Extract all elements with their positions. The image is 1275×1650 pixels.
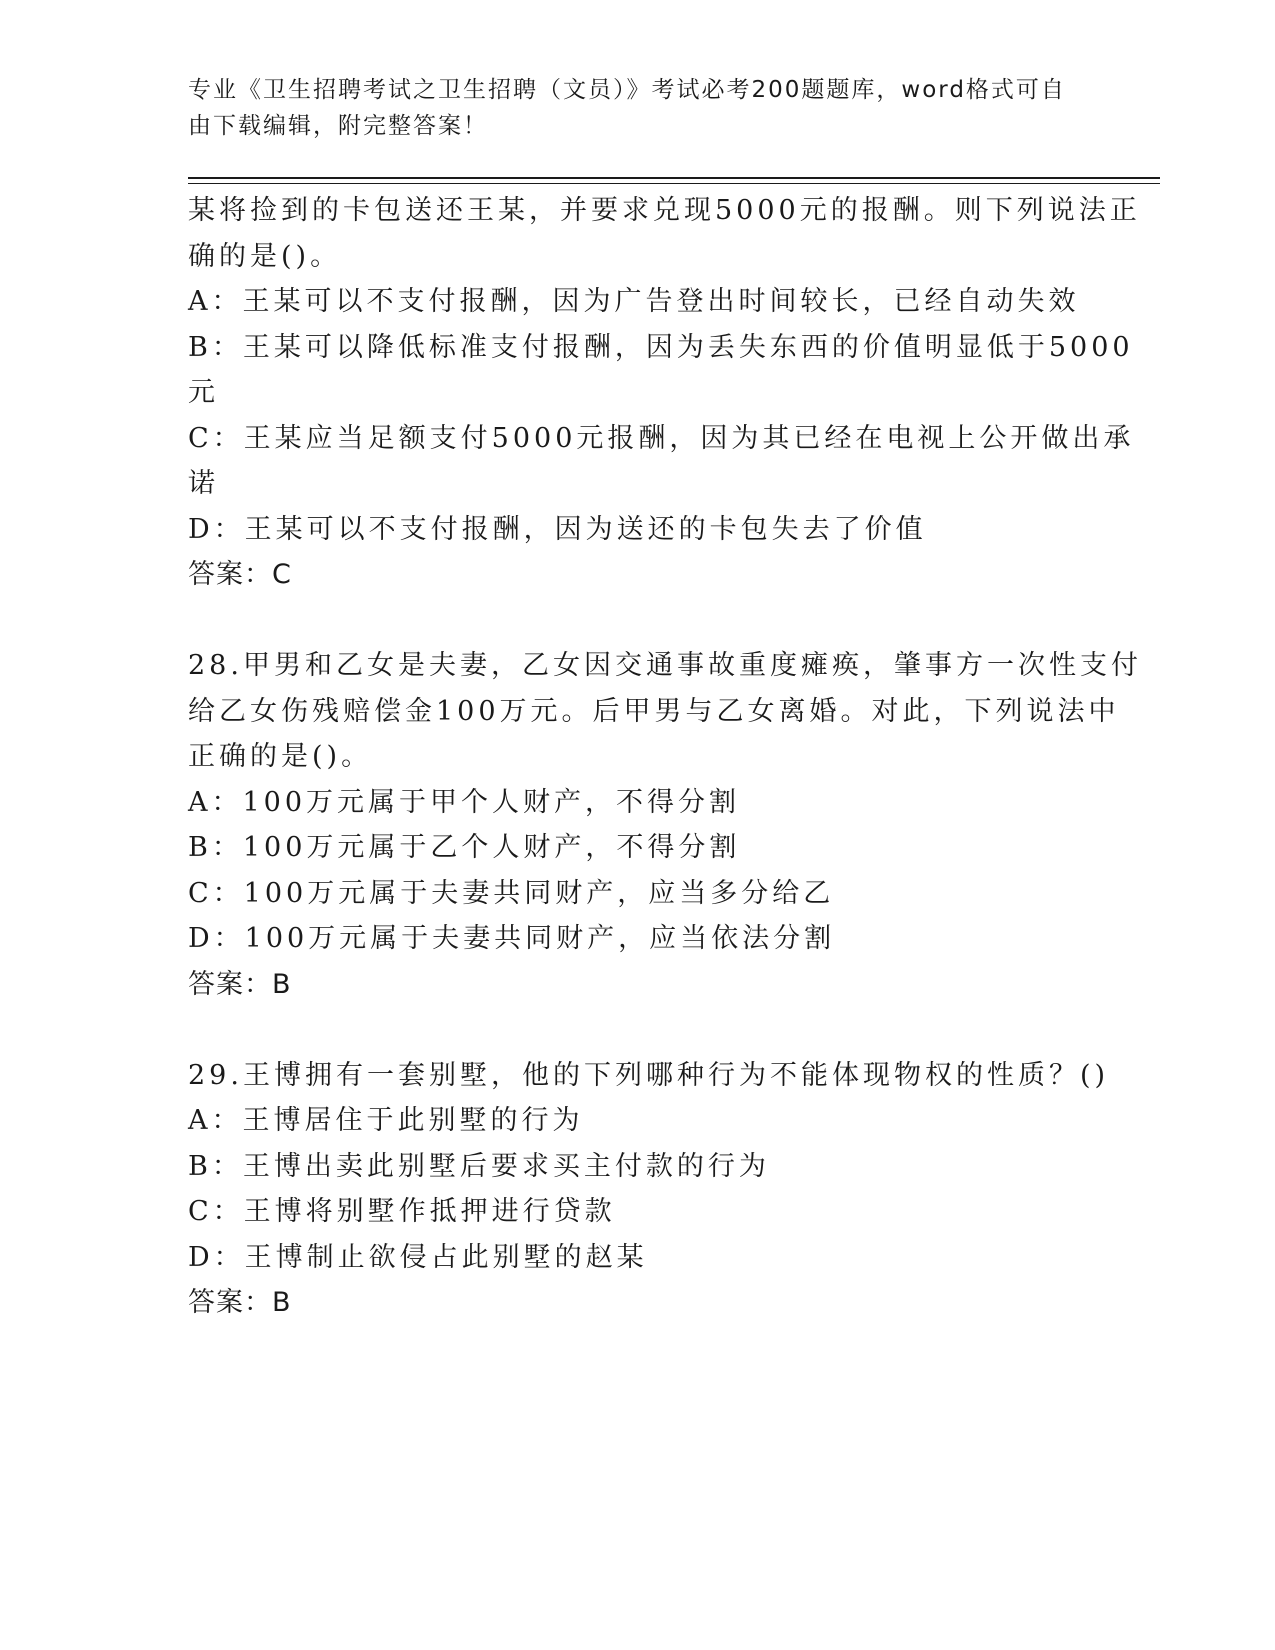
question-stem: 某将捡到的卡包送还王某，并要求兑现5000元的报酬。则下列说法正 [188,195,1141,226]
question-stem: 28.甲男和乙女是夫妻，乙女因交通事故重度瘫痪，肇事方一次性支付 [188,650,1142,681]
option-c-continued: 诺 [188,468,219,499]
option-c: C：100万元属于夫妻共同财产，应当多分给乙 [188,877,835,909]
option-a: A：王博居住于此别墅的行为 [188,1105,584,1136]
question-stem: 给乙女伤残赔偿金100万元。后甲男与乙女离婚。对此，下列说法中 [188,695,1120,727]
question-spacer [188,598,1088,644]
question-28 [188,643,1142,1007]
header-title-line-1: 专业《卫生招聘考试之卫生招聘（文员）》考试必考200题题库，word格式可自 [188,77,1066,103]
option-b-continued: 元 [188,377,219,408]
question-27 [188,188,1141,598]
option-b: B：王博出卖此别墅后要求买主付款的行为 [188,1150,770,1182]
question-stem: 正确的是()。 [188,741,373,772]
answer-label: 答案：B [188,968,292,1000]
option-d: D：王博制止欲侵占此别墅的赵某 [188,1241,648,1273]
header-divider-thick [188,177,1160,179]
question-stem: 确的是()。 [188,240,342,272]
answer-label: 答案：B [188,1287,292,1318]
option-d: D：王某可以不支付报酬，因为送还的卡包失去了价值 [188,513,927,545]
question-stem: 29.王博拥有一套别墅，他的下列哪种行为不能体现物权的性质？() [188,1059,1110,1091]
header-title-line-2: 由下载编辑，附完整答案！ [188,113,488,139]
option-c: C：王博将别墅作抵押进行贷款 [188,1196,616,1227]
option-a: A：100万元属于甲个人财产，不得分割 [188,786,741,818]
option-d: D：100万元属于夫妻共同财产，应当依法分割 [188,923,836,954]
document-body [188,188,1142,1326]
question-29 [188,1053,1110,1326]
header-divider-thin [188,183,1160,184]
document-header [188,72,1088,144]
answer-label: 答案：C [188,559,292,590]
option-c: C：王某应当足额支付5000元报酬，因为其已经在电视上公开做出承 [188,422,1135,454]
option-b: B：王某可以降低标准支付报酬，因为丢失东西的价值明显低于5000 [188,331,1134,363]
option-b: B：100万元属于乙个人财产，不得分割 [188,832,741,863]
option-a: A：王某可以不支付报酬，因为广告登出时间较长，已经自动失效 [188,286,1080,317]
question-spacer [188,1007,1088,1053]
